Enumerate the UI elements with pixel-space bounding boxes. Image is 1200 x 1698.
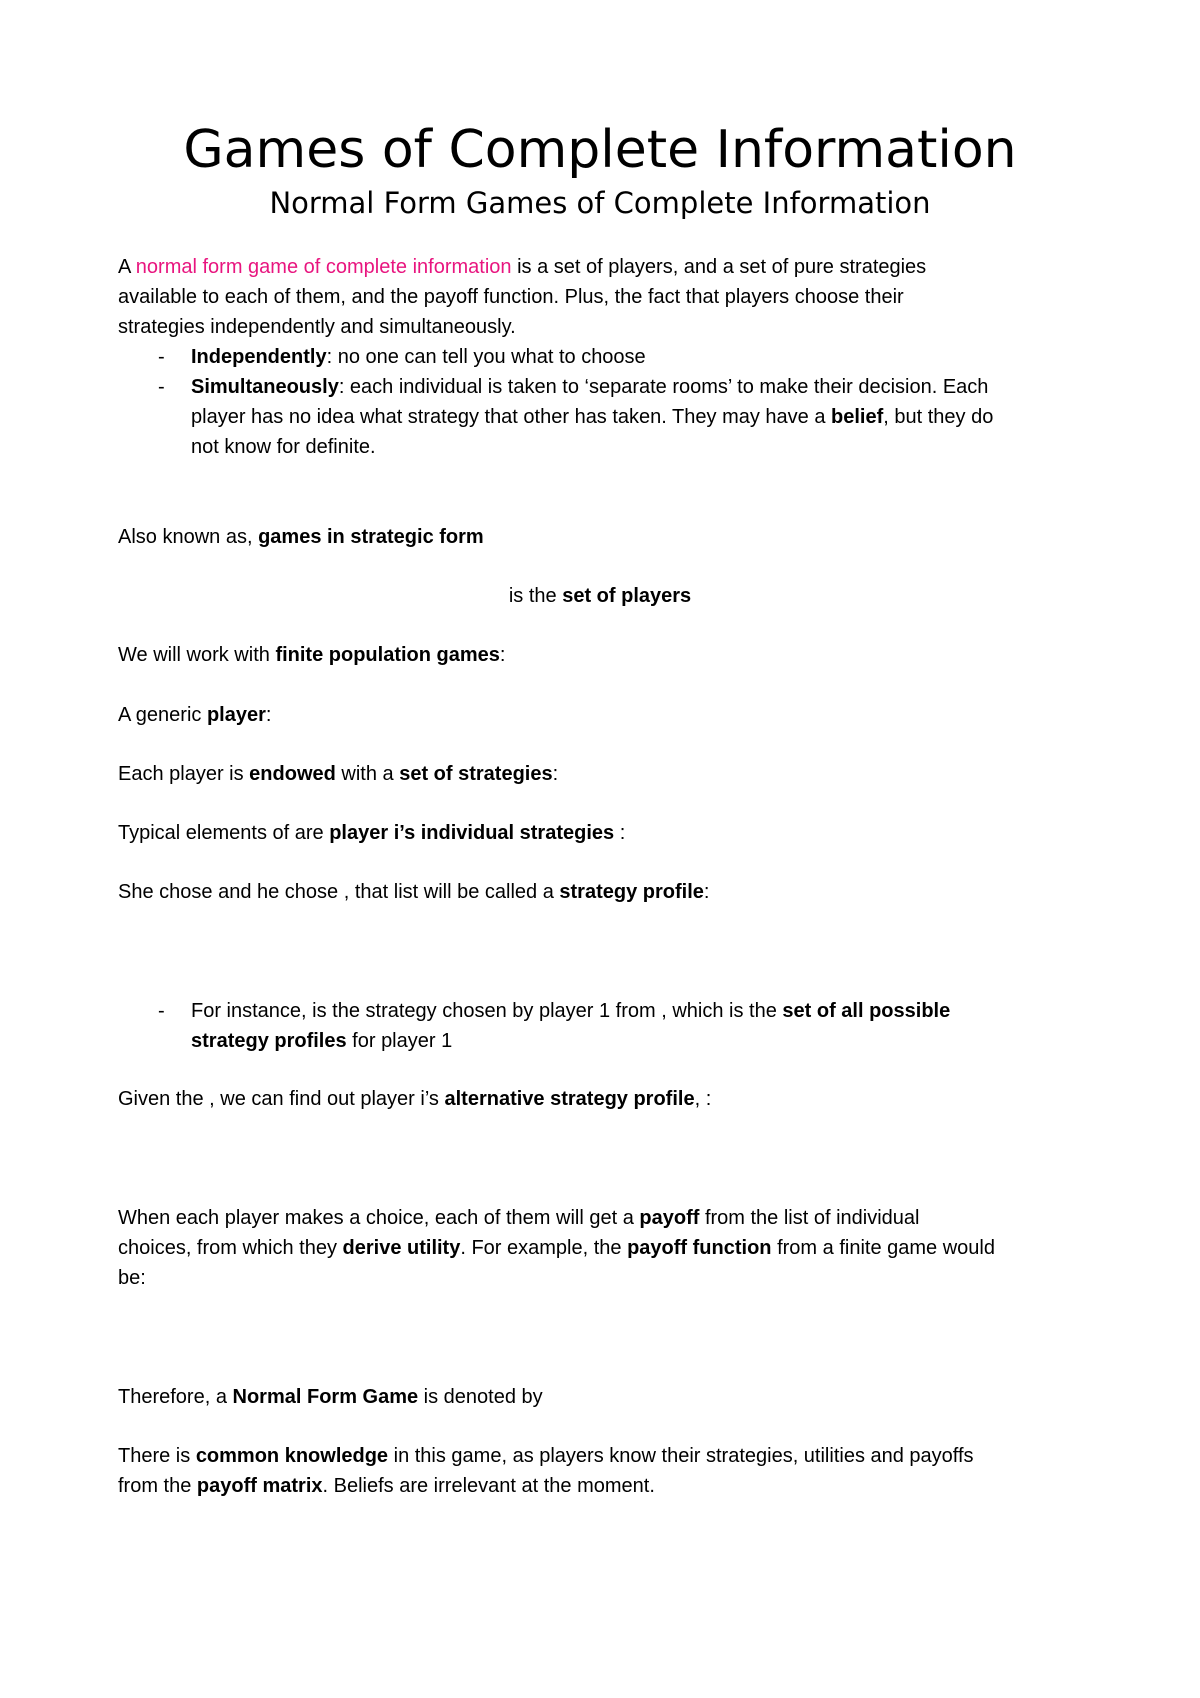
text: For instance, is the strategy chosen by player 1 from , which is the xyxy=(191,1000,783,1022)
text: is denoted by xyxy=(418,1386,543,1408)
payoff-line-3: be: xyxy=(118,1267,146,1289)
finite-games-line xyxy=(118,640,1098,670)
text: Each player is xyxy=(118,763,250,785)
text: When each player makes a choice, each of them will get a xyxy=(118,1207,640,1229)
text: with a xyxy=(335,763,400,785)
bold-term: belief xyxy=(831,406,884,428)
endowed-line xyxy=(118,759,1098,789)
text: : no one can tell you what to choose xyxy=(326,346,646,368)
text: : xyxy=(552,763,559,785)
text: A xyxy=(118,256,136,278)
intro-line-2: available to each of them, and the payoff function. Plus, the fact that players choose their xyxy=(118,286,904,308)
bullet-dash: - xyxy=(158,1000,165,1022)
text: She chose and he chose , that list will be called a xyxy=(118,881,560,903)
bold-term: alternative strategy profile xyxy=(444,1088,695,1110)
text: from the xyxy=(118,1475,197,1497)
text: Also known as, xyxy=(118,526,259,548)
also-known-as xyxy=(118,522,1098,552)
intro-line-3: strategies independently and simultaneously. xyxy=(118,316,516,338)
page-title: Games of Complete Information xyxy=(183,120,1017,180)
bold-term: player xyxy=(206,704,266,726)
common-knowledge-line-2 xyxy=(118,1471,1098,1501)
bold-term: strategy profiles xyxy=(191,1030,347,1052)
text: is a set of players, and a set of pure strategies xyxy=(511,256,927,278)
intro-line-1 xyxy=(118,252,1098,282)
bold-term: player i’s individual strategies xyxy=(329,822,615,844)
bullet-simultaneously-line-2 xyxy=(191,402,1091,432)
text: for player 1 xyxy=(346,1030,453,1052)
typical-elements-line xyxy=(118,818,1098,848)
text: . For example, the xyxy=(460,1237,628,1259)
bold-term: set of strategies xyxy=(399,763,553,785)
text: A generic xyxy=(118,704,207,726)
bullet-simultaneously-line-3: not know for definite. xyxy=(191,436,376,458)
bold-term: derive utility xyxy=(342,1237,461,1259)
bullet-dash: - xyxy=(158,376,165,398)
text: There is xyxy=(118,1445,196,1467)
bullet-dash: - xyxy=(158,346,165,368)
text: . Beliefs are irrelevant at the moment. xyxy=(322,1475,655,1497)
set-of-players-line xyxy=(0,581,1200,611)
text: Typical elements of are xyxy=(118,822,330,844)
bold-term: Simultaneously xyxy=(191,376,339,398)
bold-term: finite population games xyxy=(275,644,500,666)
text: , but they do xyxy=(883,406,994,428)
text: : xyxy=(703,881,710,903)
payoff-line-1 xyxy=(118,1203,1098,1233)
text: from a finite game would xyxy=(771,1237,995,1259)
bullet-simultaneously xyxy=(191,372,1091,402)
text: We will work with xyxy=(118,644,276,666)
bold-term: set of players xyxy=(562,585,692,607)
text: , : xyxy=(694,1088,712,1110)
highlighted-term: normal form game of complete information xyxy=(135,256,512,278)
text: in this game, as players know their strategies, utilities and payoffs xyxy=(388,1445,974,1467)
generic-player-line xyxy=(118,700,1098,730)
text: : xyxy=(499,644,506,666)
payoff-line-2 xyxy=(118,1233,1098,1263)
alternative-profile-line xyxy=(118,1084,1098,1114)
page-subtitle: Normal Form Games of Complete Information xyxy=(269,186,931,220)
for-instance-line-2 xyxy=(191,1026,1091,1056)
text: : xyxy=(265,704,272,726)
bullet-independently xyxy=(191,342,1091,372)
bold-term: games in strategic form xyxy=(258,526,484,548)
bold-term: payoff function xyxy=(627,1237,772,1259)
common-knowledge-line-1 xyxy=(118,1441,1098,1471)
strategy-profile-line xyxy=(118,877,1098,907)
therefore-line xyxy=(118,1382,1098,1412)
text: player has no idea what strategy that other has taken. They may have a xyxy=(191,406,832,428)
text: : xyxy=(614,822,626,844)
bold-term: set of all possible xyxy=(782,1000,951,1022)
text: choices, from which they xyxy=(118,1237,343,1259)
bold-term: payoff xyxy=(639,1207,700,1229)
for-instance-line-1 xyxy=(191,996,1091,1026)
text: from the list of individual xyxy=(699,1207,920,1229)
text: Given the , we can find out player i’s xyxy=(118,1088,445,1110)
bold-term: payoff matrix xyxy=(196,1475,323,1497)
text: is the xyxy=(508,585,563,607)
bold-term: endowed xyxy=(249,763,336,785)
text: Therefore, a xyxy=(118,1386,233,1408)
bold-term: Independently xyxy=(191,346,327,368)
bold-term: strategy profile xyxy=(559,881,704,903)
bold-term: common knowledge xyxy=(195,1445,389,1467)
bold-term: Normal Form Game xyxy=(232,1386,419,1408)
text: : each individual is taken to ‘separate rooms’ to make their decision. Each xyxy=(338,376,989,398)
